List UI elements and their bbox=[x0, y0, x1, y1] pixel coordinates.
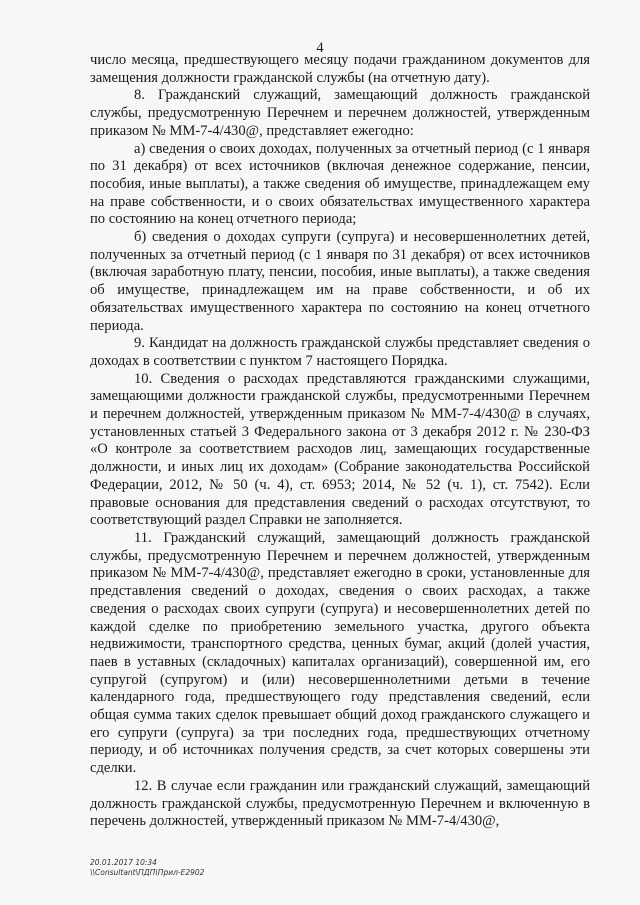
paragraph-continuation: число месяца, предшествующего месяцу подачи гражданином документов для замещения должности гражданской службы (на отчетную дату). bbox=[90, 52, 590, 86]
paragraph-8: 8. Гражданский служащий, замещающий должность гражданской службы, предусмотренную Перечнем и перечнем должностей, утвержденным приказом № ММ-7-4/430@, представляет ежегодно: bbox=[90, 87, 590, 139]
footer-timestamp: 20.01.2017 10:34 bbox=[90, 858, 157, 867]
page-number: 4 bbox=[316, 40, 324, 56]
paragraph-8b: б) сведения о доходах супруги (супруга) и несовершеннолетних детей, полученных за отчетный период (с 1 января по 31 декабря) от всех источников (включая заработную плату, пенсии, пособия, иные выплаты), а также сведения об имуществе, принадлежащем им на праве собственности, и об их обязательствах имущественного характера по состоянию на конец отчетного периода. bbox=[90, 229, 590, 334]
paragraph-8a: а) сведения о своих доходах, полученных за отчетный период (с 1 января по 31 декабря) от всех источников (включая денежное содержание, пенсии, пособия, иные выплаты), а также сведения об имуществе, принадлежащем ему на праве собственности, и о своих обязательствах имущественного характера по состоянию на конец отчетного периода; bbox=[90, 140, 590, 228]
paragraph-9: 9. Кандидат на должность гражданской службы представляет сведения о доходах в соответствии с пунктом 7 настоящего Порядка. bbox=[90, 335, 590, 369]
document-body bbox=[90, 52, 590, 831]
footer-stamp bbox=[90, 858, 204, 878]
paragraph-12: 12. В случае если гражданин или гражданский служащий, замещающий должность гражданской службы, предусмотренную Перечнем и включенную в перечень должностей, утвержденный приказом № ММ-7-4/430@, bbox=[90, 777, 590, 830]
paragraph-11: 11. Гражданский служащий, замещающий должность гражданской службы, предусмотренную Перечнем и перечнем должностей, утвержденным приказом № ММ-7-4/430@, представляет ежегодно в сроки, установленные для представления сведений о доходах, сведения о своих расходах, а также сведения о расходах своих супруги (супруга) и несовершеннолетних детей по каждой сделке по приобретению земельного участка, другого объекта недвижимости, транспортного средства, ценных бумаг, акций (долей участия, паев в уставных (складочных) капиталах организаций), совершенной им, его супругой (супругом) и (или) несовершеннолетними детьми в течение календарного года, предшествующего году представления сведений, если общая сумма таких сделок превышает общий доход гражданского служащего и его супруги (супруга) за три последних года, предшествующих отчетному периоду, и об источниках получения средств, за счет которых совершены эти сделки. bbox=[90, 529, 590, 777]
footer-path: \\Consultant\ПДП\Прил-Е2902 bbox=[90, 868, 205, 877]
paragraph-10: 10. Сведения о расходах представляются гражданскими служащими, замещающими должности гражданской службы, предусмотренными Перечнем и перечнем должностей, утвержденным приказом № ММ-7-4/430@ в случаях, установленных статьей 3 Федерального закона от 3 декабря 2012 г. № 230-ФЗ «О контроле за соответствием расходов лиц, замещающих государственные должности, и иных лиц их доходам» (Собрание законодательства Российской Федерации, 2012, № 50 (ч. 4), ст. 6953; 2014, № 52 (ч. 1), ст. 7542). Если правовые основания для представления сведений о расходах отсутствуют, то соответствующий раздел Справки не заполняется. bbox=[90, 370, 590, 529]
